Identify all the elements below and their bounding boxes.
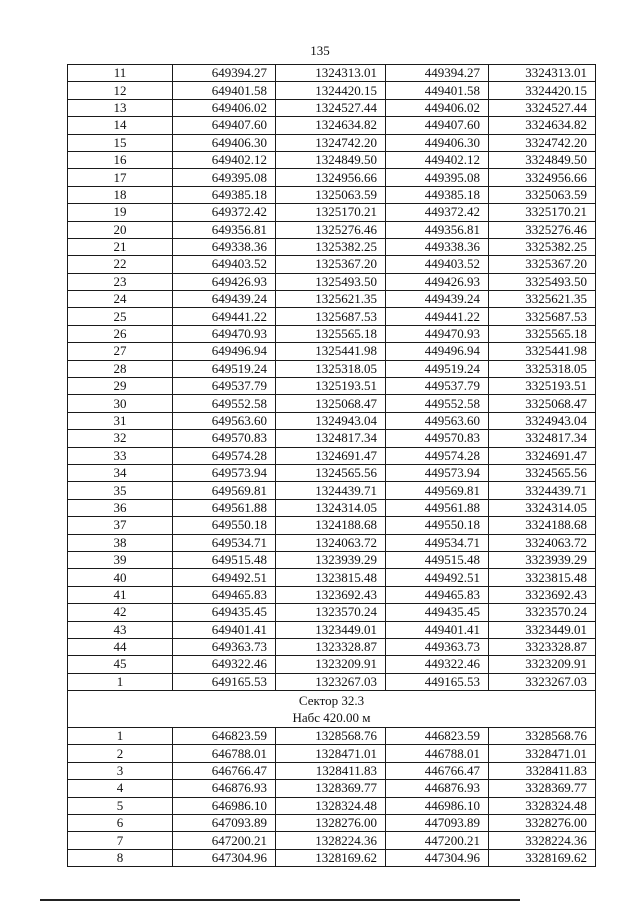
coordinate-cell: 449537.79 [386,378,489,395]
point-number-cell: 23 [68,273,173,290]
coordinate-cell: 646876.93 [173,780,276,797]
coordinate-cell: 449402.12 [386,151,489,168]
table-row [68,99,596,116]
coordinate-cell: 649435.45 [173,604,276,621]
coordinate-cell: 449470.93 [386,325,489,342]
point-number-cell: 29 [68,378,173,395]
coordinate-cell: 646986.10 [173,797,276,814]
table-row [68,780,596,797]
coordinate-cell: 649561.88 [173,499,276,516]
coordinate-cell: 646766.47 [173,762,276,779]
coordinate-cell: 1325687.53 [276,308,386,325]
point-number-cell: 8 [68,849,173,866]
coordinate-cell: 649441.22 [173,308,276,325]
point-number-cell: 44 [68,638,173,655]
point-number-cell: 3 [68,762,173,779]
coordinate-cell: 1324188.68 [276,517,386,534]
table-row [68,343,596,360]
table-row [68,169,596,186]
coordinate-cell: 1325382.25 [276,238,386,255]
coordinate-cell: 1325276.46 [276,221,386,238]
coordinate-cell: 1325367.20 [276,256,386,273]
coordinate-cell: 1323267.03 [276,673,386,690]
coordinate-cell: 649574.28 [173,447,276,464]
page-number: 135 [310,43,330,58]
coordinate-cell: 649519.24 [173,360,276,377]
point-number-cell: 5 [68,797,173,814]
point-number-cell: 6 [68,815,173,832]
coordinate-cell: 3328276.00 [489,815,596,832]
table-row [68,360,596,377]
table-row [68,762,596,779]
coordinate-cell: 3324188.68 [489,517,596,534]
point-number-cell: 1 [68,728,173,745]
coordinate-cell: 449395.08 [386,169,489,186]
coordinate-cell: 449338.36 [386,238,489,255]
coordinate-cell: 449401.41 [386,621,489,638]
table-row [68,832,596,849]
table-row [68,569,596,586]
point-number-cell: 30 [68,395,173,412]
coordinate-cell: 1325493.50 [276,273,386,290]
coordinate-cell: 1324314.05 [276,499,386,516]
coordinate-cell: 449435.45 [386,604,489,621]
table-row [68,82,596,99]
coordinate-cell: 3324313.01 [489,65,596,82]
table-row [68,378,596,395]
coordinate-cell: 1324956.66 [276,169,386,186]
coordinate-cell: 1324742.20 [276,134,386,151]
coordinate-cell: 3323209.91 [489,656,596,673]
point-number-cell: 27 [68,343,173,360]
coordinate-cell: 1323209.91 [276,656,386,673]
point-number-cell: 14 [68,117,173,134]
point-number-cell: 39 [68,551,173,568]
coordinate-cell: 3325318.05 [489,360,596,377]
coordinate-cell: 449406.30 [386,134,489,151]
table-row [68,586,596,603]
point-number-cell: 16 [68,151,173,168]
coordinate-cell: 647093.89 [173,815,276,832]
table-row [68,815,596,832]
coordinate-cell: 449401.58 [386,82,489,99]
coordinate-cell: 1325565.18 [276,325,386,342]
coordinate-cell: 449465.83 [386,586,489,603]
coordinate-cell: 1324849.50 [276,151,386,168]
table-row [68,291,596,308]
coordinate-cell: 647200.21 [173,832,276,849]
point-number-cell: 41 [68,586,173,603]
coordinate-cell: 649515.48 [173,551,276,568]
coordinate-cell: 3325687.53 [489,308,596,325]
coordinate-cell: 3324420.15 [489,82,596,99]
coordinate-cell: 649395.08 [173,169,276,186]
coordinate-cell: 3324817.34 [489,430,596,447]
coordinate-cell: 449561.88 [386,499,489,516]
coordinate-cell: 1325193.51 [276,378,386,395]
coordinate-cell: 3325367.20 [489,256,596,273]
coordinate-cell: 3325068.47 [489,395,596,412]
table-row [68,745,596,762]
coordinate-cell: 449439.24 [386,291,489,308]
table-row [68,65,596,82]
coordinate-cell: 3323449.01 [489,621,596,638]
coordinate-cell: 1328369.77 [276,780,386,797]
table-row [68,638,596,655]
point-number-cell: 26 [68,325,173,342]
coordinate-cell: 649385.18 [173,186,276,203]
table-row [68,256,596,273]
point-number-cell: 24 [68,291,173,308]
table-row [68,412,596,429]
table-row [68,656,596,673]
coordinate-cell: 449363.73 [386,638,489,655]
point-number-cell: 34 [68,464,173,481]
coordinate-cell: 649439.24 [173,291,276,308]
coordinate-cell: 449372.42 [386,204,489,221]
coordinate-cell: 1328169.62 [276,849,386,866]
coordinate-cell: 449403.52 [386,256,489,273]
coordinate-cell: 3324314.05 [489,499,596,516]
coordinate-cell: 3328324.48 [489,797,596,814]
coordinate-cell: 3324527.44 [489,99,596,116]
coordinate-cell: 449570.83 [386,430,489,447]
coordinate-cell: 649406.02 [173,99,276,116]
table-row [68,395,596,412]
coordinate-cell: 649470.93 [173,325,276,342]
table-row [68,604,596,621]
coordinate-cell: 449356.81 [386,221,489,238]
table-row [68,221,596,238]
coordinate-cell: 649552.58 [173,395,276,412]
coordinate-cell: 3324063.72 [489,534,596,551]
coordinate-cell: 3325621.35 [489,291,596,308]
coordinate-cell: 1324527.44 [276,99,386,116]
coordinate-cell: 447093.89 [386,815,489,832]
coordinate-cell: 449515.48 [386,551,489,568]
coordinate-cell: 1323692.43 [276,586,386,603]
coordinate-cell: 1325170.21 [276,204,386,221]
coordinate-cell: 447304.96 [386,849,489,866]
coordinate-cell: 1328224.36 [276,832,386,849]
point-number-cell: 33 [68,447,173,464]
point-number-cell: 4 [68,780,173,797]
coordinate-cell: 3324956.66 [489,169,596,186]
coordinate-cell: 447200.21 [386,832,489,849]
point-number-cell: 1 [68,673,173,690]
point-number-cell: 25 [68,308,173,325]
section-header-group [68,691,596,728]
coordinate-cell: 649394.27 [173,65,276,82]
section-header-row [68,691,596,728]
table-row [68,534,596,551]
coordinate-cell: 449496.94 [386,343,489,360]
coordinate-cell: 449394.27 [386,65,489,82]
table-row [68,186,596,203]
coordinate-cell: 1324439.71 [276,482,386,499]
coordinate-cell: 649402.12 [173,151,276,168]
point-number-cell: 37 [68,517,173,534]
coordinates-table-body-upper [68,65,596,691]
coordinate-cell: 449574.28 [386,447,489,464]
coordinate-cell: 449385.18 [386,186,489,203]
coordinate-cell: 1323449.01 [276,621,386,638]
coordinate-cell: 446788.01 [386,745,489,762]
coordinate-cell: 3324439.71 [489,482,596,499]
coordinate-cell: 649550.18 [173,517,276,534]
coordinate-cell: 1324063.72 [276,534,386,551]
coordinate-cell: 1328276.00 [276,815,386,832]
section-subtitle: Набс 420.00 м [292,710,371,726]
coordinate-cell: 3323692.43 [489,586,596,603]
coordinate-cell: 3328471.01 [489,745,596,762]
coordinate-cell: 646788.01 [173,745,276,762]
coordinate-cell: 649407.60 [173,117,276,134]
coordinate-cell: 649165.53 [173,673,276,690]
coordinate-cell: 649569.81 [173,482,276,499]
coordinate-cell: 449552.58 [386,395,489,412]
coordinate-cell: 446986.10 [386,797,489,814]
coordinate-cell: 649496.94 [173,343,276,360]
coordinate-cell: 3325382.25 [489,238,596,255]
coordinate-cell: 3325441.98 [489,343,596,360]
point-number-cell: 19 [68,204,173,221]
coordinate-cell: 1323570.24 [276,604,386,621]
coordinate-cell: 3325565.18 [489,325,596,342]
table-row [68,728,596,745]
coordinate-cell: 3325063.59 [489,186,596,203]
coordinate-cell: 1324420.15 [276,82,386,99]
coordinate-cell: 649401.58 [173,82,276,99]
coordinate-cell: 1325441.98 [276,343,386,360]
table-row [68,325,596,342]
coordinate-cell: 1324943.04 [276,412,386,429]
coordinate-cell: 449534.71 [386,534,489,551]
table-row [68,238,596,255]
coordinate-cell: 649537.79 [173,378,276,395]
coordinate-cell: 649401.41 [173,621,276,638]
point-number-cell: 28 [68,360,173,377]
point-number-cell: 13 [68,99,173,116]
bottom-rule [40,899,520,901]
coordinate-cell: 1324634.82 [276,117,386,134]
coordinate-cell: 449165.53 [386,673,489,690]
coordinate-cell: 649356.81 [173,221,276,238]
coordinate-cell: 449406.02 [386,99,489,116]
coordinate-cell: 3328224.36 [489,832,596,849]
table-row [68,430,596,447]
point-number-cell: 7 [68,832,173,849]
point-number-cell: 21 [68,238,173,255]
table-row [68,308,596,325]
point-number-cell: 40 [68,569,173,586]
coordinate-cell: 449569.81 [386,482,489,499]
coordinate-cell: 3325276.46 [489,221,596,238]
point-number-cell: 35 [68,482,173,499]
point-number-cell: 15 [68,134,173,151]
point-number-cell: 31 [68,412,173,429]
coordinate-cell: 1324691.47 [276,447,386,464]
coordinate-cell: 649363.73 [173,638,276,655]
coordinate-cell: 1325068.47 [276,395,386,412]
coordinate-cell: 1324817.34 [276,430,386,447]
table-row [68,517,596,534]
coordinate-cell: 446876.93 [386,780,489,797]
coordinate-cell: 1323939.29 [276,551,386,568]
point-number-cell: 45 [68,656,173,673]
table-row [68,151,596,168]
table-row [68,551,596,568]
coordinate-cell: 449322.46 [386,656,489,673]
point-number-cell: 2 [68,745,173,762]
coordinate-cell: 1324313.01 [276,65,386,82]
table-row [68,204,596,221]
table-row [68,117,596,134]
section-header-cell [68,691,596,728]
coordinate-cell: 3324565.56 [489,464,596,481]
coordinate-cell: 3323570.24 [489,604,596,621]
section-title: Сектор 32.3 [298,693,365,709]
coordinate-cell: 3323328.87 [489,638,596,655]
table-row [68,849,596,866]
coordinate-cell: 649426.93 [173,273,276,290]
coordinates-table [67,64,596,867]
coordinate-cell: 1328471.01 [276,745,386,762]
coordinate-cell: 446766.47 [386,762,489,779]
table-row [68,273,596,290]
coordinate-cell: 649403.52 [173,256,276,273]
coordinate-cell: 649322.46 [173,656,276,673]
coordinate-cell: 1323815.48 [276,569,386,586]
coordinate-cell: 449550.18 [386,517,489,534]
coordinate-cell: 649372.42 [173,204,276,221]
coordinate-cell: 1328568.76 [276,728,386,745]
point-number-cell: 43 [68,621,173,638]
coordinate-cell: 649534.71 [173,534,276,551]
coordinate-cell: 3324634.82 [489,117,596,134]
coordinate-cell: 449407.60 [386,117,489,134]
table-row [68,621,596,638]
coordinate-cell: 646823.59 [173,728,276,745]
point-number-cell: 42 [68,604,173,621]
coordinates-table-body-lower [68,728,596,867]
point-number-cell: 11 [68,65,173,82]
coordinate-cell: 3323267.03 [489,673,596,690]
coordinate-cell: 3328369.77 [489,780,596,797]
coordinate-cell: 3325193.51 [489,378,596,395]
coordinate-cell: 449519.24 [386,360,489,377]
table-row [68,673,596,690]
coordinate-cell: 449426.93 [386,273,489,290]
point-number-cell: 38 [68,534,173,551]
coordinate-cell: 1328411.83 [276,762,386,779]
coordinate-cell: 649338.36 [173,238,276,255]
coordinate-cell: 3323815.48 [489,569,596,586]
coordinate-cell: 649570.83 [173,430,276,447]
table-row [68,797,596,814]
coordinate-cell: 449492.51 [386,569,489,586]
coordinate-cell: 3324849.50 [489,151,596,168]
coordinate-cell: 3323939.29 [489,551,596,568]
coordinate-cell: 449441.22 [386,308,489,325]
point-number-cell: 32 [68,430,173,447]
coordinate-cell: 1324565.56 [276,464,386,481]
coordinate-cell: 449573.94 [386,464,489,481]
coordinate-cell: 1325318.05 [276,360,386,377]
table-row [68,499,596,516]
coordinate-cell: 649563.60 [173,412,276,429]
coordinate-cell: 3328169.62 [489,849,596,866]
coordinate-cell: 3328568.76 [489,728,596,745]
coordinate-cell: 649465.83 [173,586,276,603]
coordinate-cell: 449563.60 [386,412,489,429]
coordinate-cell: 1328324.48 [276,797,386,814]
coordinate-cell: 649573.94 [173,464,276,481]
point-number-cell: 17 [68,169,173,186]
table-row [68,464,596,481]
point-number-cell: 20 [68,221,173,238]
coordinate-cell: 1323328.87 [276,638,386,655]
coordinate-cell: 649492.51 [173,569,276,586]
coordinate-cell: 1325063.59 [276,186,386,203]
table-row [68,447,596,464]
table-row [68,134,596,151]
coordinate-cell: 3324691.47 [489,447,596,464]
coordinate-cell: 1325621.35 [276,291,386,308]
coordinate-cell: 649406.30 [173,134,276,151]
coordinate-cell: 3328411.83 [489,762,596,779]
coordinate-cell: 3325493.50 [489,273,596,290]
coordinate-cell: 3324943.04 [489,412,596,429]
point-number-cell: 36 [68,499,173,516]
table-row [68,482,596,499]
point-number-cell: 22 [68,256,173,273]
coordinate-cell: 3325170.21 [489,204,596,221]
point-number-cell: 18 [68,186,173,203]
point-number-cell: 12 [68,82,173,99]
coordinate-cell: 3324742.20 [489,134,596,151]
coordinate-cell: 446823.59 [386,728,489,745]
coordinate-cell: 647304.96 [173,849,276,866]
